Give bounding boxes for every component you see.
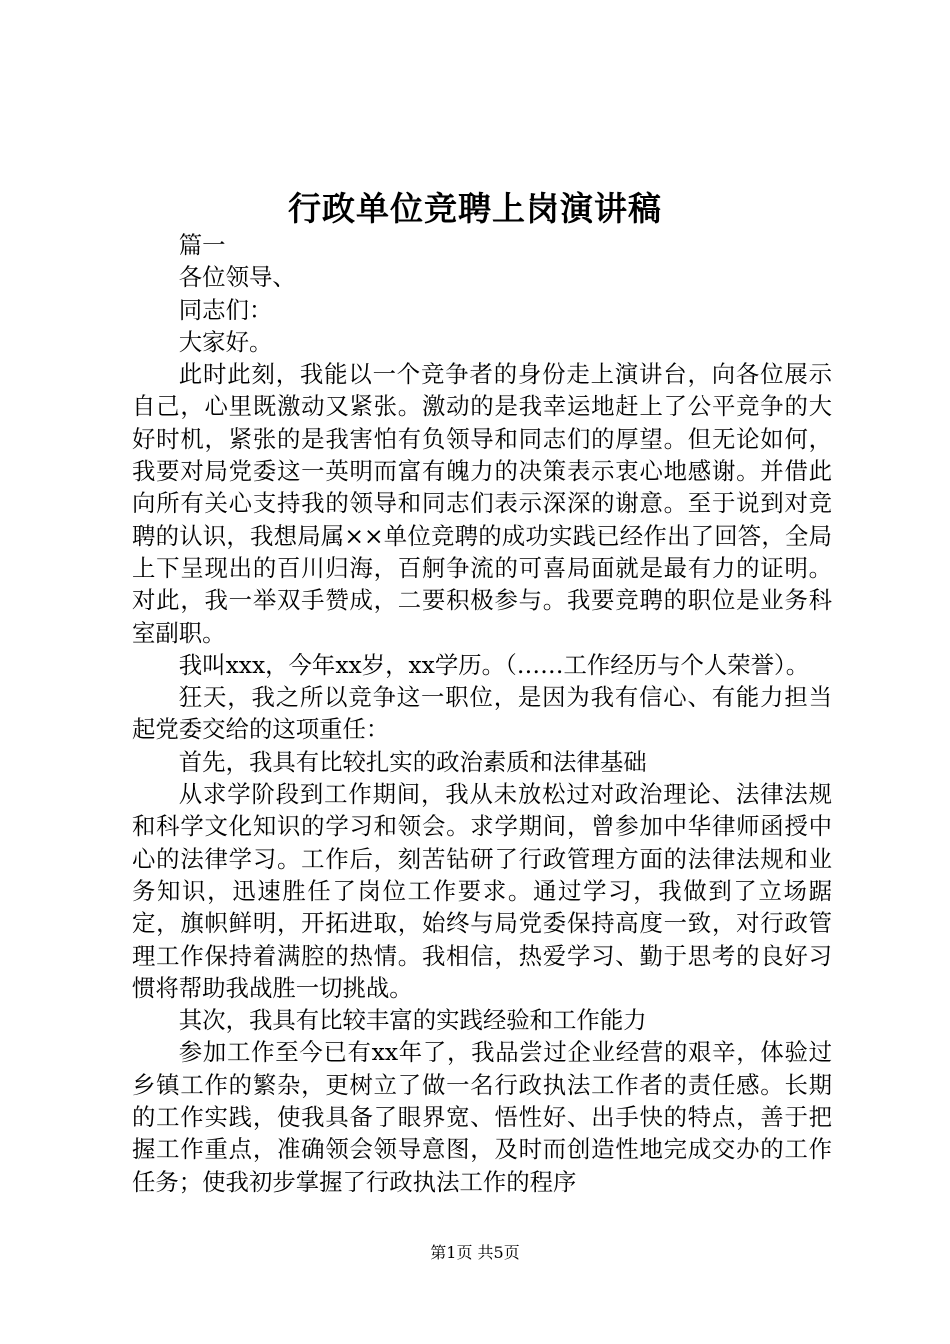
paragraph-heading-first: 首先，我具有比较扎实的政治素质和法律基础: [178, 747, 647, 776]
document-body: [132, 229, 832, 1198]
paragraph-opening: 此时此刻，我能以一个竞争者的身份走上演讲台，向各位展示自己，心里既激动又紧张。激动的是我幸运地赶上了公平竞争的大好时机，紧张的是我害怕有负领导和同志们的厚望。但无论如何，我要对局党委这一英明而富有魄力的决策表示衷心地感谢。并借此向所有关心支持我的领导和同志们表示深深的谢意。至于说到对竞聘的认识，我想局属××单位竞聘的成功实践已经作出了回答，全局上下呈现出的百川归海，百舸争流的可喜局面就是最有力的证明。对此，我一举双手赞成，二要积极参与。我要竞聘的职位是业务科室副职。: [132, 360, 832, 647]
paragraph-heading-second: 其次，我具有比较丰富的实践经验和工作能力: [178, 1006, 647, 1035]
paragraph-study: 从求学阶段到工作期间，我从未放松过对政治理论、法律法规和科学文化知识的学习和领会。求学期间，曾参加中华律师函授中心的法律学习。工作后，刻苦钻研了行政管理方面的法律法规和业务知识，迅速胜任了岗位工作要求。通过学习，我做到了立场踞定，旗帜鲜明，开拓进取，始终与局党委保持高度一致，对行政管理工作保持着满腔的热情。我相信，热爱学习、勤于思考的良好习惯将帮助我战胜一切挑战。: [132, 780, 832, 1002]
paragraph-reason: 狂天，我之所以竞争这一职位，是因为我有信心、有能力担当起党委交给的这项重任：: [132, 683, 832, 744]
page-footer: 第1页 共5页: [430, 1243, 520, 1262]
paragraph-salutation-comrades: 同志们：: [178, 295, 273, 324]
document-title: 行政单位竞聘上岗演讲稿: [288, 189, 662, 228]
paragraph-experience: 参加工作至今已有xx年了，我品尝过企业经营的艰辛，体验过乡镇工作的繁杂，更树立了做一名行政执法工作者的责任感。长期的工作实践，使我具备了眼界宽、悟性好、出手快的特点，善于把握工作重点，准确领会领导意图，及时而创造性地完成交办的工作任务；使我初步掌握了行政执法工作的程序: [132, 1038, 832, 1196]
paragraph-section-label: 篇一: [178, 231, 226, 259]
paragraph-salutation-leaders: 各位领导、: [178, 263, 296, 292]
paragraph-greeting: 大家好。: [178, 327, 273, 356]
paragraph-self-intro: 我叫xxx，今年xx岁，xx学历。（……工作经历与个人荣誉）。: [178, 650, 810, 679]
